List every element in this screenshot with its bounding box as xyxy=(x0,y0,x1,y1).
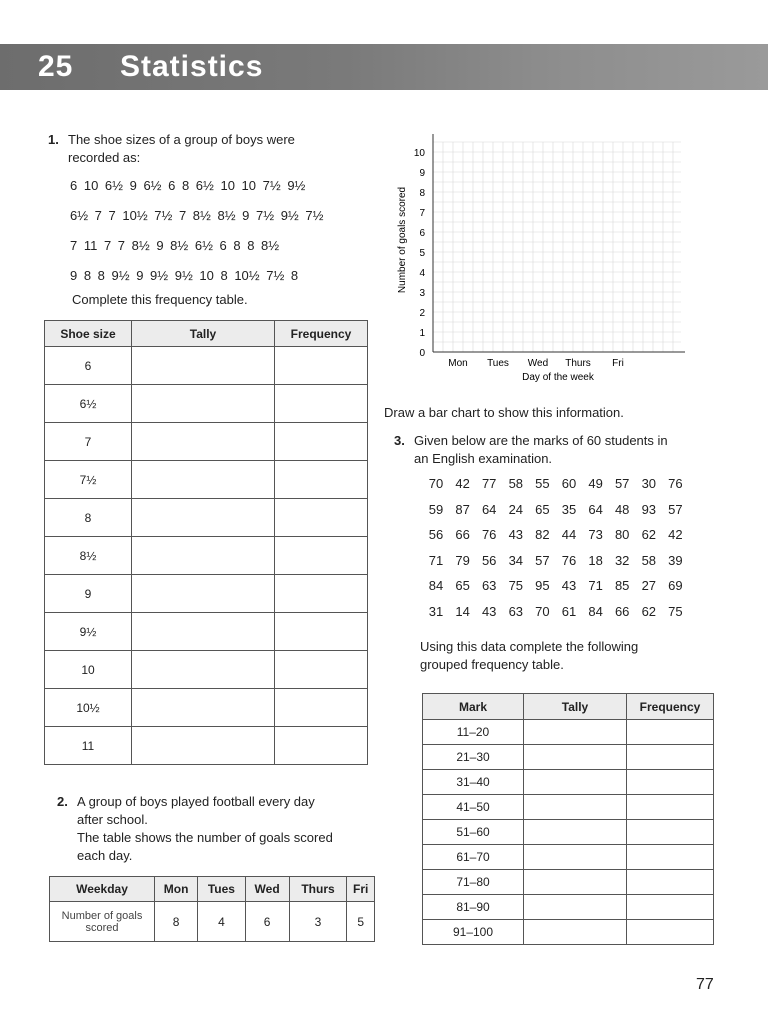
mark-value: 56 xyxy=(481,552,497,568)
frequency-cell[interactable] xyxy=(275,727,368,765)
y-tick-label: 3 xyxy=(419,288,425,299)
mark-value: 63 xyxy=(508,604,524,619)
goals-value: 4 xyxy=(198,902,245,942)
day-header: Fri xyxy=(347,877,375,902)
mark-value: 65 xyxy=(535,501,550,517)
shoe-data-row: 7 11 7 7 8½ 9 8½ 6½ 6 8 8 8½ xyxy=(70,238,280,253)
tally-cell[interactable] xyxy=(524,870,627,895)
table-row xyxy=(423,920,714,945)
table-row xyxy=(45,499,368,537)
mark-value: 30 xyxy=(641,476,657,491)
day-header: Mon xyxy=(155,877,198,902)
x-tick-label: Tues xyxy=(487,358,509,369)
col-header-tally: Tally xyxy=(132,321,275,347)
mark-value: 49 xyxy=(588,476,603,491)
mark-value: 55 xyxy=(535,476,550,491)
goals-table xyxy=(49,876,375,942)
mark-range-cell: 81–90 xyxy=(423,895,524,920)
y-tick-label: 7 xyxy=(419,208,425,219)
tally-cell[interactable] xyxy=(132,423,275,461)
day-header: Wed xyxy=(245,877,289,902)
shoe-size-cell: 6½ xyxy=(45,385,132,423)
table-row xyxy=(45,385,368,423)
tally-cell[interactable] xyxy=(524,720,627,745)
weekday-header: Weekday xyxy=(50,877,155,902)
goals-value: 5 xyxy=(347,902,375,942)
shoe-size-cell: 11 xyxy=(45,727,132,765)
mark-value: 43 xyxy=(508,527,524,543)
shoe-frequency-table xyxy=(44,320,368,765)
mark-value: 57 xyxy=(668,501,683,517)
q1-text-line2: recorded as: xyxy=(68,150,141,165)
mark-value: 75 xyxy=(668,604,683,619)
frequency-cell[interactable] xyxy=(627,745,714,770)
mark-value: 31 xyxy=(428,604,444,619)
mark-range-cell: 51–60 xyxy=(423,820,524,845)
x-axis-label: Day of the week xyxy=(522,372,594,383)
mark-value: 79 xyxy=(455,552,470,568)
mark-value: 27 xyxy=(641,578,657,594)
frequency-cell[interactable] xyxy=(627,895,714,920)
mark-value: 57 xyxy=(614,476,630,491)
tally-cell[interactable] xyxy=(524,795,627,820)
x-tick-label: Thurs xyxy=(565,358,591,369)
mark-value: 43 xyxy=(481,604,497,619)
mark-value: 35 xyxy=(561,501,577,517)
shoe-data-row: 6½ 7 7 10½ 7½ 7 8½ 8½ 9 7½ 9½ 7½ xyxy=(70,208,324,223)
q3-instruction-line: grouped frequency table. xyxy=(420,657,564,672)
mark-value: 66 xyxy=(614,604,630,619)
table-row xyxy=(423,720,714,745)
shoe-size-cell: 10 xyxy=(45,651,132,689)
mark-value: 63 xyxy=(481,578,497,594)
mark-value: 82 xyxy=(535,527,550,543)
mark-value: 75 xyxy=(508,578,524,594)
shoe-size-cell: 9 xyxy=(45,575,132,613)
mark-value: 85 xyxy=(614,578,630,594)
shoe-data-row: 6 10 6½ 9 6½ 6 8 6½ 10 10 7½ 9½ xyxy=(70,178,306,193)
grouped-frequency-table xyxy=(422,693,714,945)
y-tick-label: 2 xyxy=(419,308,425,319)
mark-value: 61 xyxy=(561,604,577,619)
mark-range-cell: 61–70 xyxy=(423,845,524,870)
q1-text-line1: The shoe sizes of a group of boys were xyxy=(68,132,295,147)
q3-instruction-line: Using this data complete the following xyxy=(420,639,639,654)
col-header-frequency: Frequency xyxy=(275,321,368,347)
mark-value: 76 xyxy=(481,527,497,543)
mark-value: 73 xyxy=(588,527,603,543)
tally-cell[interactable] xyxy=(132,385,275,423)
goals-value: 3 xyxy=(289,902,347,942)
frequency-cell[interactable] xyxy=(275,423,368,461)
shoe-size-cell: 7 xyxy=(45,423,132,461)
mark-value: 70 xyxy=(428,476,444,491)
mark-value: 66 xyxy=(455,527,470,543)
table-row xyxy=(45,575,368,613)
shoe-size-cell: 9½ xyxy=(45,613,132,651)
q2-text-line: each day. xyxy=(77,848,133,863)
mark-value: 14 xyxy=(455,604,470,619)
table-row xyxy=(45,461,368,499)
frequency-cell[interactable] xyxy=(275,385,368,423)
mark-value: 64 xyxy=(481,501,497,517)
tally-cell[interactable] xyxy=(132,499,275,537)
q3-text-line: an English examination. xyxy=(414,451,553,466)
x-tick-label: Mon xyxy=(448,358,468,369)
table-row xyxy=(45,537,368,575)
chapter-title: Statistics xyxy=(120,50,264,83)
y-tick-label: 5 xyxy=(419,248,425,259)
q2-number: 2. xyxy=(57,794,68,809)
mark-value: 59 xyxy=(428,501,444,517)
q1-number: 1. xyxy=(48,132,59,147)
mark-value: 34 xyxy=(508,552,524,568)
q1-instruction: Complete this frequency table. xyxy=(72,292,248,307)
frequency-cell[interactable] xyxy=(627,870,714,895)
frequency-cell[interactable] xyxy=(275,461,368,499)
y-tick-label: 9 xyxy=(419,168,425,179)
mark-value: 57 xyxy=(535,552,550,568)
frequency-cell[interactable] xyxy=(627,795,714,820)
tally-cell[interactable] xyxy=(524,770,627,795)
tally-cell[interactable] xyxy=(132,461,275,499)
y-tick-label: 6 xyxy=(419,228,425,239)
shoe-data-row: 9 8 8 9½ 9 9½ 9½ 10 8 10½ 7½ 8 xyxy=(70,268,299,283)
mark-value: 58 xyxy=(508,476,524,491)
mark-value: 24 xyxy=(508,501,524,517)
mark-value: 69 xyxy=(668,578,683,594)
bar-chart-grid[interactable] xyxy=(385,130,695,390)
tally-cell[interactable] xyxy=(132,689,275,727)
table-row xyxy=(423,795,714,820)
frequency-cell[interactable] xyxy=(627,770,714,795)
mark-value: 71 xyxy=(588,578,603,594)
mark-value: 39 xyxy=(668,552,683,568)
tally-cell[interactable] xyxy=(132,651,275,689)
y-tick-label: 0 xyxy=(419,348,425,359)
q2-text-line: A group of boys played football every day xyxy=(77,794,315,809)
q2-instruction: Draw a bar chart to show this information. xyxy=(384,405,624,420)
table-row xyxy=(423,820,714,845)
mark-value: 76 xyxy=(561,552,577,568)
tally-cell[interactable] xyxy=(524,895,627,920)
y-tick-label: 10 xyxy=(413,148,425,159)
tally-cell[interactable] xyxy=(132,537,275,575)
mark-value: 95 xyxy=(535,578,550,594)
goals-value: 8 xyxy=(155,902,198,942)
table-row xyxy=(423,845,714,870)
mark-value: 71 xyxy=(428,552,444,568)
mark-range-cell: 41–50 xyxy=(423,795,524,820)
mark-value: 43 xyxy=(561,578,577,594)
shoe-size-cell: 10½ xyxy=(45,689,132,727)
table-row xyxy=(45,689,368,727)
chart-ticks xyxy=(414,148,624,369)
table-row xyxy=(45,423,368,461)
chapter-number: 25 xyxy=(38,50,74,83)
col-header-tally: Tally xyxy=(524,694,627,720)
mark-range-cell: 91–100 xyxy=(423,920,524,945)
tally-cell[interactable] xyxy=(524,820,627,845)
table-row xyxy=(45,613,368,651)
frequency-cell[interactable] xyxy=(627,820,714,845)
chart-gridlines xyxy=(433,134,685,352)
mark-value: 65 xyxy=(455,578,470,594)
q3-number: 3. xyxy=(394,433,405,448)
mark-value: 76 xyxy=(668,476,683,491)
mark-value: 44 xyxy=(561,527,577,543)
mark-range-cell: 21–30 xyxy=(423,745,524,770)
mark-value: 84 xyxy=(588,604,603,619)
goals-value: 6 xyxy=(245,902,289,942)
mark-value: 62 xyxy=(641,604,657,619)
mark-value: 87 xyxy=(455,501,470,517)
mark-range-cell: 11–20 xyxy=(423,720,524,745)
table-row xyxy=(45,651,368,689)
mark-value: 77 xyxy=(481,476,497,491)
frequency-cell[interactable] xyxy=(275,347,368,385)
col-header-mark: Mark xyxy=(423,694,524,720)
mark-value: 70 xyxy=(535,604,550,619)
mark-value: 80 xyxy=(614,527,630,543)
frequency-cell[interactable] xyxy=(627,720,714,745)
page-number: 77 xyxy=(696,976,714,993)
mark-value: 62 xyxy=(641,527,657,543)
frequency-cell[interactable] xyxy=(275,613,368,651)
y-tick-label: 4 xyxy=(419,268,425,279)
mark-range-cell: 31–40 xyxy=(423,770,524,795)
shoe-size-cell: 8½ xyxy=(45,537,132,575)
y-axis-label: Number of goals scored xyxy=(397,186,408,294)
mark-value: 32 xyxy=(614,552,630,568)
shoe-size-cell: 7½ xyxy=(45,461,132,499)
tally-cell[interactable] xyxy=(132,613,275,651)
q3-text-line: Given below are the marks of 60 students in xyxy=(414,433,668,448)
y-tick-label: 1 xyxy=(419,328,425,339)
y-tick-label: 8 xyxy=(419,188,425,199)
col-header-shoe-size: Shoe size xyxy=(45,321,132,347)
mark-range-cell: 71–80 xyxy=(423,870,524,895)
mark-value: 64 xyxy=(588,501,603,517)
frequency-cell[interactable] xyxy=(275,689,368,727)
mark-value: 93 xyxy=(641,501,657,517)
mark-value: 42 xyxy=(455,476,470,491)
frequency-cell[interactable] xyxy=(627,845,714,870)
table-row xyxy=(423,870,714,895)
mark-value: 48 xyxy=(614,501,630,517)
tally-cell[interactable] xyxy=(524,845,627,870)
table-row xyxy=(423,770,714,795)
mark-value: 60 xyxy=(561,476,577,491)
day-header: Thurs xyxy=(289,877,347,902)
day-header: Tues xyxy=(198,877,245,902)
q2-text-line: after school. xyxy=(77,812,148,827)
frequency-cell[interactable] xyxy=(275,537,368,575)
mark-value: 56 xyxy=(428,527,444,543)
shoe-size-cell: 6 xyxy=(45,347,132,385)
tally-cell[interactable] xyxy=(524,745,627,770)
q2-text-line: The table shows the number of goals scored xyxy=(77,830,333,845)
tally-cell[interactable] xyxy=(132,347,275,385)
shoe-size-cell: 8 xyxy=(45,499,132,537)
table-row xyxy=(45,727,368,765)
x-tick-label: Wed xyxy=(527,358,549,369)
frequency-cell[interactable] xyxy=(275,499,368,537)
tally-cell[interactable] xyxy=(524,920,627,945)
tally-cell[interactable] xyxy=(132,575,275,613)
chapter-header xyxy=(0,44,768,90)
table-row xyxy=(423,745,714,770)
tally-cell[interactable] xyxy=(132,727,275,765)
mark-value: 58 xyxy=(641,552,657,568)
mark-value: 42 xyxy=(668,527,683,543)
frequency-cell[interactable] xyxy=(627,920,714,945)
goals-row-label: Number of goals scored xyxy=(50,902,155,942)
mark-value: 18 xyxy=(588,552,603,568)
frequency-cell[interactable] xyxy=(275,575,368,613)
frequency-cell[interactable] xyxy=(275,651,368,689)
table-row xyxy=(45,347,368,385)
col-header-frequency: Frequency xyxy=(627,694,714,720)
mark-value: 84 xyxy=(428,578,444,594)
x-tick-label: Fri xyxy=(612,358,624,369)
table-row xyxy=(423,895,714,920)
